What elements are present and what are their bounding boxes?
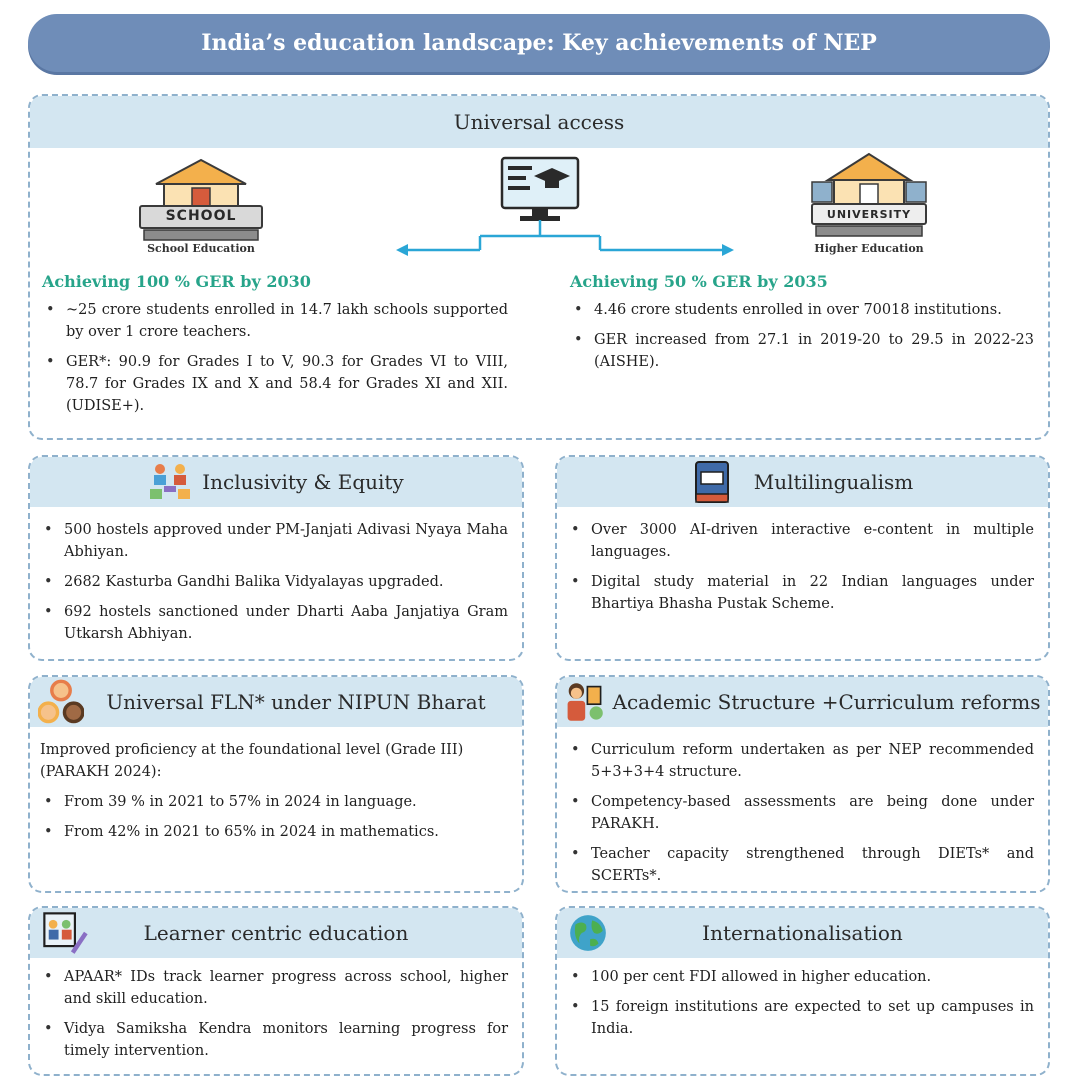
section-header [557,677,1048,727]
list-item: • APAAR* IDs track learner progress across school, higher and skill education. [40,966,508,1010]
inclusivity-bullets [30,507,522,645]
school-bullets [42,299,508,417]
section-header [557,908,1048,958]
list-item: • 500 hostels approved under PM-Janjati Adivasi Nyaya Maha Abhiyan. [40,519,508,563]
multilingualism-section [555,455,1050,661]
higher-caption: Higher Education [814,242,924,255]
connector-arrows [360,220,740,260]
school-caption: School Education [147,242,255,255]
higher-bullets [570,299,1034,373]
computer-icon [500,156,580,224]
people-icon [148,462,192,502]
book-icon [692,460,732,504]
universal-access-section [28,94,1050,440]
school-icon [134,158,268,244]
section-title: Learner centric education [143,921,409,945]
list-item: • Curriculum reform undertaken as per NEP recommended 5+3+3+4 structure. [567,739,1034,783]
fln-bullets [40,791,508,843]
section-title: Academic Structure +Curriculum reforms [612,690,1041,714]
multilingualism-bullets [557,507,1048,615]
list-item: • 15 foreign institutions are expected to set up campuses in India. [567,996,1034,1040]
international-section [555,906,1050,1076]
school-sign: SCHOOL [165,208,237,224]
classroom-icon [40,909,88,957]
section-title: Universal access [453,110,625,134]
section-title: Multilingualism [753,470,914,494]
list-item: • Competency-based assessments are being done under PARAKH. [567,791,1034,835]
higher-subheading: Achieving 50 % GER by 2035 [570,272,828,291]
list-item: • 692 hostels sanctioned under Dharti Aaba Janjatiya Gram Utkarsh Abhiyan. [40,601,508,645]
teacher-icon [561,680,605,724]
children-icon [38,679,84,725]
list-item: • Vidya Samiksha Kendra monitors learning progress for timely intervention. [40,1018,508,1062]
learner-bullets [30,958,522,1062]
section-header [30,677,522,727]
section-header [30,908,522,958]
learner-section [28,906,524,1076]
international-bullets [557,958,1048,1040]
section-title: Universal FLN* under NIPUN Bharat [106,690,486,714]
school-subheading: Achieving 100 % GER by 2030 [42,272,311,291]
higher-column [570,272,1034,381]
fln-intro: Improved proficiency at the foundational level (Grade III) (PARAKH 2024): [40,742,464,780]
list-item: • GER increased from 27.1 in 2019-20 to 29.5 in 2022-23 (AISHE). [570,329,1034,373]
list-item: • 4.46 crore students enrolled in over 70018 institutions. [570,299,1034,321]
list-item: • ~25 crore students enrolled in 14.7 lakh schools supported by over 1 crore teachers. [42,299,508,343]
list-item: • 2682 Kasturba Gandhi Balika Vidyalayas upgraded. [40,571,508,593]
list-item: • Teacher capacity strengthened through DIETs* and SCERTs*. [567,843,1034,887]
globe-icon [567,912,609,954]
academic-section [555,675,1050,893]
university-icon [808,152,930,242]
fln-section [28,675,524,893]
section-title: Internationalisation [702,921,903,945]
academic-bullets [557,727,1048,887]
section-header [30,457,522,507]
list-item: • Over 3000 AI-driven interactive e-content in multiple languages. [567,519,1034,563]
list-item: • From 39 % in 2021 to 57% in 2024 in language. [40,791,508,813]
page-title: India’s education landscape: Key achievements of NEP [201,30,877,56]
list-item: • Digital study material in 22 Indian languages under Bhartiya Bhasha Pustak Scheme. [567,571,1034,615]
section-title: Inclusivity & Equity [202,470,404,494]
university-sign: UNIVERSITY [826,208,912,221]
inclusivity-section [28,455,524,661]
list-item: • 100 per cent FDI allowed in higher education. [567,966,1034,988]
list-item: • GER*: 90.9 for Grades I to V, 90.3 for Grades VI to VIII, 78.7 for Grades IX and X and 58.4 for Grades XI and XII. (UDISE+). [42,351,508,417]
title-banner [28,14,1050,72]
section-header [557,457,1048,507]
list-item: • From 42% in 2021 to 65% in 2024 in mathematics. [40,821,508,843]
section-header [30,96,1048,148]
school-column [42,272,508,425]
